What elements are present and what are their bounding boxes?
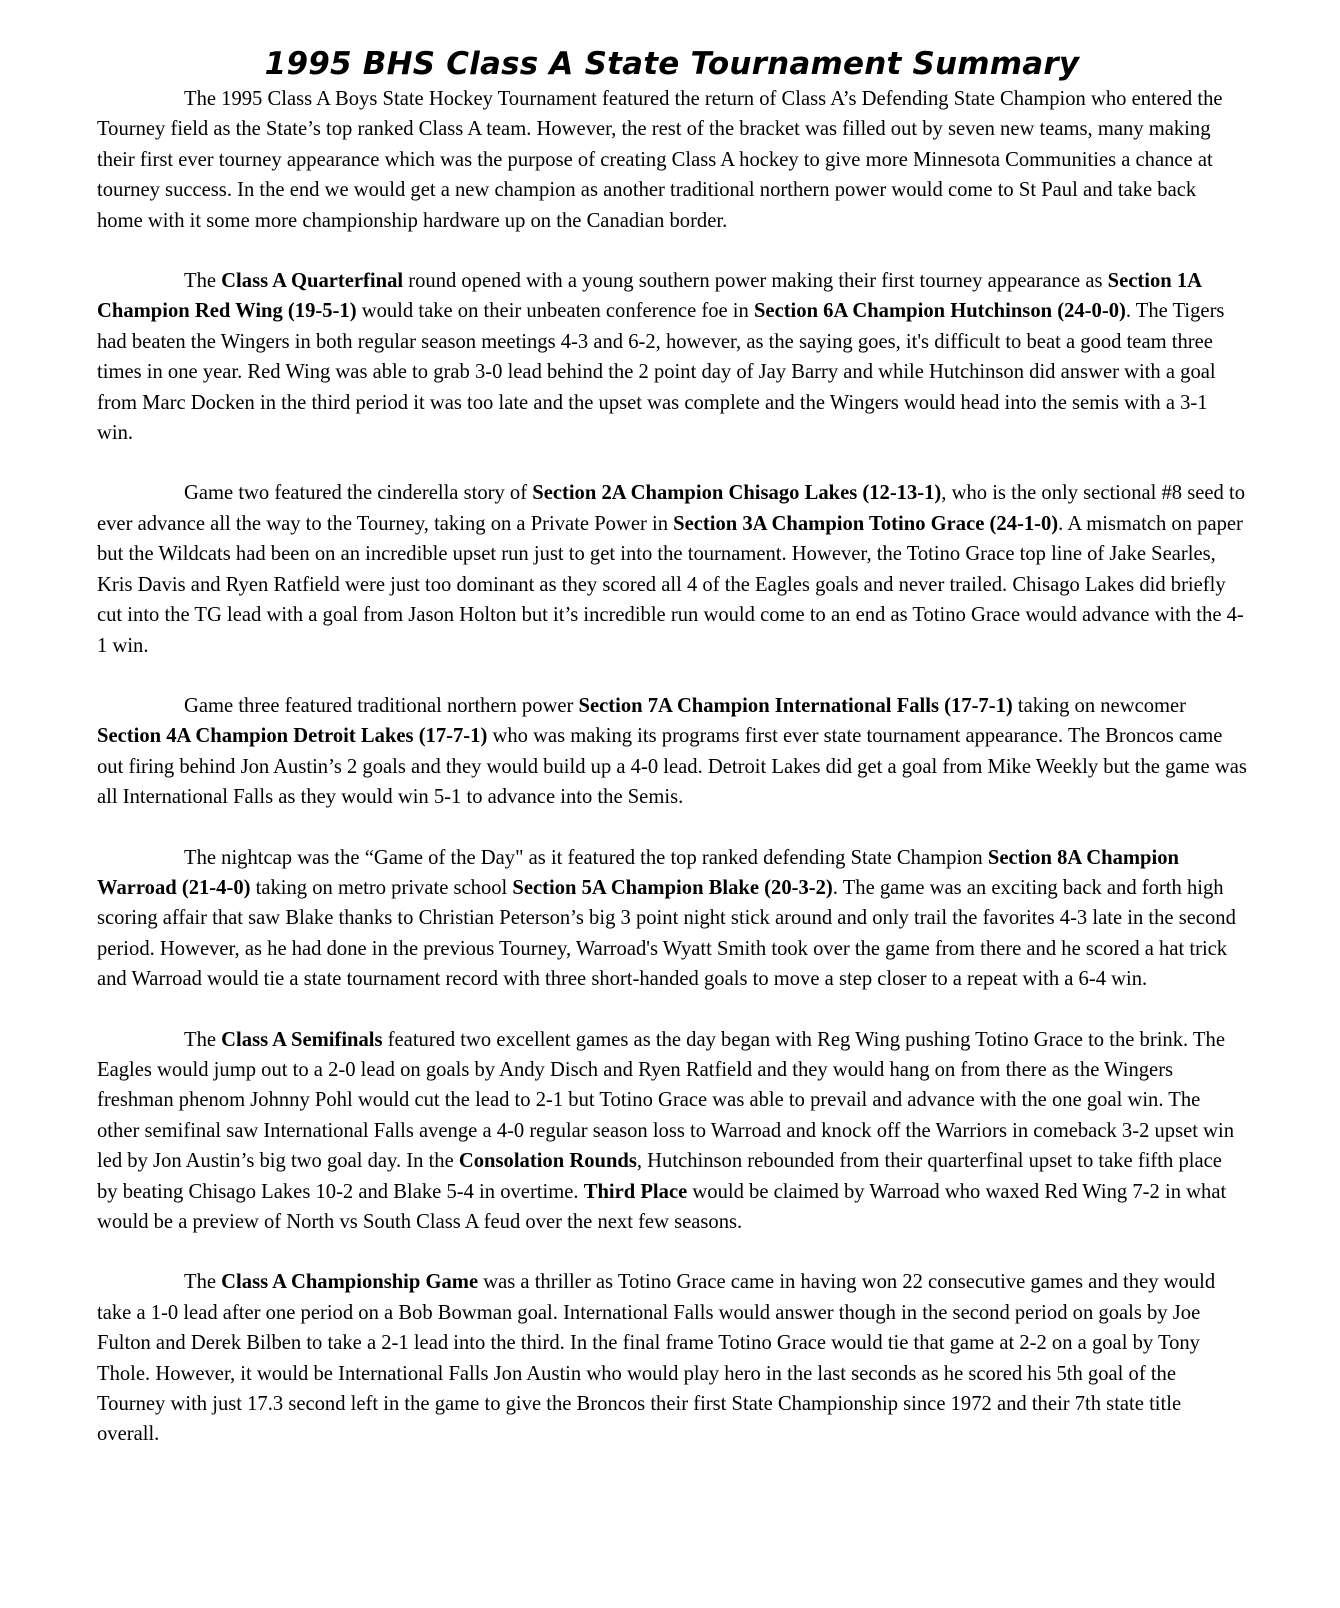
bold-heading: Consolation Rounds [458,1150,637,1173]
paragraph-text: . The Tigers had beaten the Wingers in both regular season meetings 4-3 and 6-2, however, as the saying goes, it's difficult to beat a good team three times in one year. Red Wing was able to grab 3-0 lead behind the 2 point day of Jay Barry and while Hutchinson did answer with a goal from Marc Docken in the third period it was too late and the upset was complete and the Wingers would head into the semis with a 3-1 win. [97,300,1225,445]
paragraph-text: Game two featured the cinderella story of [184,482,533,505]
document-title: 1995 BHS Class A State Tournament Summary [264,46,1080,82]
paragraph-intro [97,84,1247,236]
bold-team: Section 5A Champion Blake (20-3-2) [512,876,833,899]
bold-heading: Class A Semifinals [221,1028,383,1051]
paragraph-text: , who is the only sectional #8 seed to ever advance all the way to the Tourney, taking on a Private Power in [97,482,1246,535]
bold-team: Section 7A Champion International Falls (17-7-1) [578,694,1013,717]
paragraph-text: would take on their unbeaten conference foe in [356,300,754,323]
paragraph-text: taking on metro private school [250,876,513,899]
paragraph-championship [97,1267,1247,1449]
paragraph-text: round opened with a young southern power making their first tourney appearance as [403,270,1108,293]
bold-heading: Class A Championship Game [221,1271,479,1294]
paragraph-text: The nightcap was the “Game of the Day" as it featured the top ranked defending State Champion [184,846,988,869]
paragraph-text: The [184,270,222,293]
bold-team: Section 1A Champion Red Wing (19-5-1) [97,270,1201,323]
bold-team: Section 4A Champion Detroit Lakes (17-7-1) [97,725,488,748]
paragraph-text: , Hutchinson rebounded from their quarterfinal upset to take fifth place by beating Chisago Lakes 10-2 and Blake 5-4 in overtime. [97,1150,1222,1203]
paragraph-text: Game three featured traditional northern power [184,694,579,717]
paragraph-text: would be claimed by Warroad who waxed Red Wing 7-2 in what would be a preview of North vs South Class A feud over the next few seasons. [97,1180,1227,1233]
bold-team: Section 3A Champion Totino Grace (24-1-0) [673,512,1059,535]
paragraph-text: The 1995 Class A Boys State Hockey Tournament featured the return of Class A’s Defending State Champion who entered the Tourney field as the State’s top ranked Class A team. However, the rest of the bracket was filled out by seven new teams, many making their first ever tourney appearance which was the purpose of creating Class A hockey to give more Minnesota Communities a chance at tourney success. In the end we would get a new champion as another traditional northern power would come to St Paul and take back home with it some more championship hardware up on the Canadian border. [97,88,1223,232]
paragraph-text: The [184,1028,222,1051]
paragraph-quarterfinal-nightcap [97,843,1247,995]
paragraph-quarterfinal-game-two [97,478,1247,660]
paragraph-quarterfinal-game-one [97,266,1247,448]
paragraph-text: . The game was an exciting back and forth high scoring affair that saw Blake thanks to Christian Peterson’s big 3 point night stick around and only trail the favorites 4-3 late in the second period. However, as he had done in the previous Tourney, Warroad's Wyatt Smith took over the game from there and he scored a hat trick and Warroad would tie a state tournament record with three short-handed goals to move a step closer to a repeat with a 6-4 win. [97,876,1236,991]
bold-team: Section 6A Champion Hutchinson (24-0-0) [753,300,1126,323]
paragraph-text: . A mismatch on paper but the Wildcats had been on an incredible upset run just to get into the tournament. However, the Totino Grace top line of Jake Searles, Kris Davis and Ryen Ratfield were just too dominant as they scored all 4 of the Eagles goals and never trailed. Chisago Lakes did briefly cut into the TG lead with a goal from Jason Holton but it’s incredible run would come to an end as Totino Grace would advance with the 4-1 win. [97,512,1244,657]
paragraph-semifinals [97,1025,1247,1238]
paragraph-quarterfinal-game-three [97,691,1247,813]
bold-heading: Class A Quarterfinal [221,270,404,293]
paragraph-text: was a thriller as Totino Grace came in having won 22 consecutive games and they would take a 1-0 lead after one period on a Bob Bowman goal. International Falls would answer though in the second period on goals by Joe Fulton and Derek Bilben to take a 2-1 lead into the third. In the final frame Totino Grace would tie that game at 2-2 on a goal by Tony Thole. However, it would be International Falls Jon Austin who would play hero in the last seconds as he scored his 5th goal of the Tourney with just 17.3 second left in the game to give the Broncos their first State Championship since 1972 and their 7th state title overall. [97,1271,1216,1446]
paragraph-text: featured two excellent games as the day began with Reg Wing pushing Totino Grace to the brink. The Eagles would jump out to a 2-0 lead on goals by Andy Disch and Ryen Ratfield and they would hang on from there as the Wingers freshman phenom Johnny Pohl would cut the lead to 2-1 but Totino Grace was able to prevail and advance with the one goal win. The other semifinal saw International Falls avenge a 4-0 regular season loss to Warroad and knock off the Warriors in comeback 3-2 upset win led by Jon Austin’s big two goal day. In the [97,1028,1235,1173]
paragraph-text: The [184,1271,222,1294]
paragraph-text: taking on newcomer [1012,694,1187,717]
bold-team: Section 8A Champion Warroad (21-4-0) [97,846,1179,899]
bold-heading: Third Place [583,1180,688,1203]
paragraph-text: who was making its programs first ever state tournament appearance. The Broncos came out firing behind Jon Austin’s 2 goals and they would build up a 4-0 lead. Detroit Lakes did get a goal from Mike Weekly but the game was all International Falls as they would win 5-1 to advance into the Semis. [97,725,1247,809]
document-page [97,44,1247,1450]
bold-team: Section 2A Champion Chisago Lakes (12-13-1) [532,482,942,505]
